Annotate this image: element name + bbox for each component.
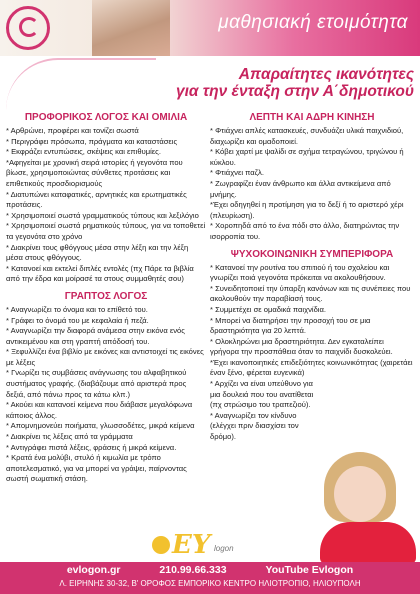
header-banner — [0, 0, 420, 56]
list-item: * Διακρίνει τους φθόγγους μέσα στην λέξη και την λέξη μέσα στους φθόγγους. — [6, 242, 189, 263]
subtitle-line-1: Απαραίτητες ικανότητες — [238, 66, 414, 83]
ey-logo — [150, 530, 240, 560]
list-item: * Συνειδητοποιεί την ύπαρξη κανόνων και τις συνέπειες που ακολουθούν την παραβίασή τους. — [210, 283, 411, 304]
list-item: * Φτιάχνει απλές κατασκευές, συνδυάζει υλικά παιχνιδιού, διαχωρίζει και ομαδοποιεί. — [210, 126, 404, 146]
header-title: μαθησιακή ετοιμότητα — [218, 12, 408, 33]
right-column — [210, 112, 414, 443]
list-item: * Αρχίζει να είναι υπεύθυνο για μια δουλειά που του ανατίθεται (πχ στρώσιμο του τραπεζιού). — [210, 379, 314, 410]
list-item: * Ολοκληρώνει μια δραστηριότητα. Δεν εγκαταλείπει γρήγορα την προσπάθεια όταν το παιχνίδι δυσκολεύει. — [210, 336, 393, 357]
list-item: * Αναγνωρίζει την διαφορά ανάμεσα στην εικόνα ενός αντικειμένου και στη γραπτή απόδοσή του. — [6, 326, 185, 346]
phone-number: 210.99.66.333 — [159, 564, 227, 576]
child-photo — [316, 452, 416, 564]
list-item: * Διακρίνει τις λέξεις από τα γράμματα — [6, 432, 133, 442]
list-item: * Αρθρώνει, προφέρει και τονίζει σωστά — [6, 126, 139, 135]
list-item: * Αναγνωρίζει τον κίνδυνο (ελέγχει πριν διασχίσει τον δρόμο). — [210, 410, 299, 442]
left-column — [6, 112, 206, 485]
list-item: *Αφηγείται με χρονική σειρά ιστορίες ή γεγονότα που βίωσε, χρησιμοποιώντας σύνθετες προτάσεις και επιθετικούς προσδιορισμούς — [6, 157, 183, 188]
list-item: * Ξεφυλλίζει ένα βιβλίο με εικόνες και αντιστοιχεί τις εικόνες με λέξεις — [6, 347, 204, 367]
list-item: *Έχει οδηγηθεί η προτίμηση για το δεξί ή το αριστερό χέρι (πλευρίωση). — [210, 200, 404, 220]
list-item: * Φτιάχνει παζλ. — [210, 168, 264, 178]
list-item: * Αναγνωρίζει το όνομα και το επίθετό του. — [6, 304, 148, 314]
list-item: * Γράφει το όνομά του με κεφαλαία ή πεζά. — [6, 315, 149, 325]
list-item: * Χοροπηδά από το ένα πόδι στο άλλο, διατηρώντας την ισορροπία του. — [210, 221, 400, 241]
subtitle-line-2: για την ένταξη στην Α΄δημοτικού — [175, 83, 414, 100]
list-item: * Κατανοεί την ρουτίνα του σπιτιού ή του σχολείου και γνωρίζει ποιά γεγονότα πρόκειται να ακολουθήσουν. — [210, 262, 390, 283]
page-subtitle — [150, 66, 414, 100]
brand-logo-icon — [6, 6, 50, 50]
decorative-swirl — [6, 58, 156, 110]
list-item: * Χρησιμοποιεί σωστά ρηματικούς τύπους, για να τοποθετεί τα γεγονότα στο χρόνο — [6, 221, 206, 241]
footer-address: Λ. ΕΙΡΗΝΗΣ 30-32, Β' ΟΡΟΦΟΣ ΕΜΠΟΡΙΚΟ ΚΕΝΤΡΟ ΗΛΙΟΤΡΟΠΙΟ, ΗΛΙΟΥΠΟΛΗ — [59, 579, 361, 588]
logo-text: EY — [172, 530, 211, 560]
list-item: * Διατυπώνει καταφατικές, αρνητικές και ερωτηματικές προτάσεις. — [6, 189, 187, 210]
website-link[interactable]: evlogon.gr — [66, 564, 121, 576]
footer-contacts — [0, 564, 420, 576]
list-item: * Μπορεί να διατηρήσει την προσοχή του σε μια δραστηριότητα για 20 λεπτά. — [210, 315, 371, 336]
list-item: * Περιγράφει πρόσωπα, πράγματα και καταστάσεις — [6, 136, 178, 146]
youtube-link[interactable]: YouTube Evlogon — [265, 564, 354, 576]
footer — [0, 562, 420, 594]
section-title-written: ΓΡΑΠΤΟΣ ΛΟΓΟΣ — [64, 290, 148, 302]
section-title-motor: ΛΕΠΤΗ ΚΑΙ ΑΔΡΗ ΚΙΝΗΣΗ — [249, 112, 375, 123]
list-item: * Ζωγραφίζει έναν άνθρωπο και άλλα αντικείμενα από μνήμης. — [210, 178, 391, 199]
logo-subtext: logon — [214, 544, 234, 553]
header-photo — [92, 0, 170, 56]
list-item: * Συμμετέχει σε ομαδικά παιχνίδια. — [210, 304, 326, 314]
list-item: *Έχει ικανοποιητικές επιδεξιότητες κοινωνικότητας (χαιρετάει έναν ξένο, φέρεται ευγενικά) — [210, 357, 413, 378]
list-item: * Χρησιμοποιεί σωστά γραμματικούς τύπους και λεξιλόγιο — [6, 210, 199, 220]
sun-icon — [152, 536, 170, 554]
section-title-oral: ΠΡΟΦΟΡΙΚΟΣ ΛΟΓΟΣ ΚΑΙ ΟΜΙΛΙΑ — [24, 112, 188, 123]
list-item: * Ακούει και κατανοεί κείμενα που διάβασε μεγαλόφωνα κάποιος άλλος. — [6, 400, 193, 420]
list-item: * Κατανοεί και εκτελεί διπλές εντολές (πχ Πάρε τα βιβλία από την έδρα και μοίρασέ τα στους συμμαθητές σου) — [6, 263, 194, 284]
section-title-social: ΨΥΧΟΚΟΙΝΩΝΙΚΗ ΣΥΜΠΕΡΙΦΟΡΑ — [230, 248, 394, 260]
list-item: * Εκφράζει εντυπώσεις, σκέψεις και επιθυμίες. — [6, 147, 161, 157]
list-item: * Κόβει χαρτί με ψαλίδι σε σχήμα τετραγώνου, τριγώνου ή κύκλου. — [210, 147, 404, 167]
list-item: * Κρατά ένα μολύβι, στυλό ή κιμωλία με τρόπο αποτελεσματικό, για να μπορεί να γράψει, παίρνοντας σωστή σωματική στάση. — [6, 453, 187, 484]
list-item: * Αντιγράφει πιστά λέξεις, φράσεις ή μικρά κείμενα. — [6, 442, 177, 452]
list-item: * Απομνημονεύει ποιήματα, γλωσσοδέτες, μικρά κείμενα — [6, 421, 195, 431]
list-item: * Γνωρίζει τις συμβάσεις ανάγνωσης του αλφαβητικού συστήματος γραφής. (διαβάζουμε από αριστερά προς δεξιά, από πάνω προς τα κάτω κλπ.) — [6, 368, 187, 399]
